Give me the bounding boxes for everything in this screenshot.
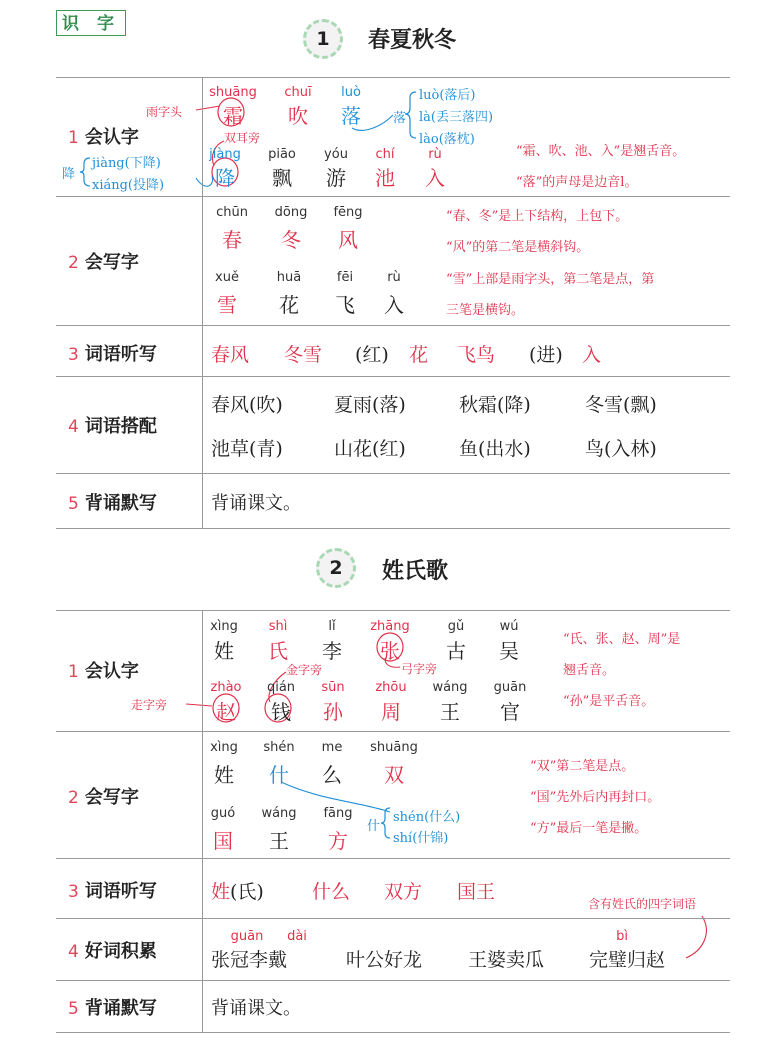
character: 氏 <box>268 639 288 663</box>
character: 冬 <box>281 228 301 252</box>
table2-line <box>56 858 730 859</box>
pinyin: wáng <box>261 806 297 821</box>
pinyin: shuāng <box>209 85 257 100</box>
character: 入 <box>425 166 445 190</box>
polyphone-jiang-1: jiàng(下降) <box>92 156 161 171</box>
pinyin: shén <box>263 740 295 755</box>
pinyin: rù <box>428 147 442 162</box>
table1-top-line <box>56 77 730 78</box>
pinyin: me <box>321 740 343 755</box>
polyphone-luo-2: là(丢三落四) <box>419 110 494 125</box>
character: 国 <box>213 829 233 853</box>
brace-luo <box>405 92 416 138</box>
lesson-number-2: 2 <box>316 548 356 588</box>
lesson-title-1: 春夏秋冬 <box>368 28 457 53</box>
character: 赵 <box>216 700 236 724</box>
pinyin: zhāng <box>370 619 410 634</box>
annotation-shuangerpang: 双耳旁 <box>224 131 261 145</box>
table1-line <box>56 376 730 377</box>
note: 翘舌音。 <box>563 663 616 678</box>
character: 春 <box>222 228 242 252</box>
lesson-title-2: 姓氏歌 <box>382 559 449 584</box>
table2-line <box>56 980 730 981</box>
l2-row-label: 4 好词积累 <box>68 941 157 962</box>
annotation-yuzitou: 雨字头 <box>146 105 183 119</box>
character: 入 <box>384 293 404 317</box>
pinyin: shì <box>268 619 288 634</box>
note: “孙”是平舌音。 <box>563 694 655 709</box>
l1-row-label: 2 会写字 <box>68 252 139 273</box>
character: 钱 <box>271 700 291 724</box>
dictation-word: 花 <box>409 344 429 366</box>
note: “霜、吹、池、入”是翘舌音。 <box>516 144 686 159</box>
l2-row-label: 1 会认字 <box>68 661 139 682</box>
character: 李 <box>322 639 342 663</box>
dictation-word: 入 <box>582 344 602 366</box>
collocation: 春风(吹) <box>211 394 283 416</box>
annotation-zouzipang: 走字旁 <box>131 698 168 712</box>
note: “春、冬”是上下结构，上包下。 <box>446 209 629 224</box>
character: 王 <box>269 829 289 853</box>
table2-top-line <box>56 610 730 611</box>
polyphone-luo-char: 落 <box>393 111 407 126</box>
character: 风 <box>338 228 358 252</box>
dictation-word: (红) <box>355 344 389 366</box>
l2-row-label: 5 背诵默写 <box>68 998 157 1019</box>
pinyin: gǔ <box>447 619 465 634</box>
table1-line <box>56 196 730 197</box>
character: 张 <box>380 639 400 663</box>
table2-divider <box>202 610 203 1032</box>
dictation-word: 国王 <box>457 881 496 903</box>
character: 吹 <box>288 104 308 128</box>
pinyin: zhōu <box>375 680 407 695</box>
l2-row-label: 3 词语听写 <box>68 881 157 902</box>
table2-bottom-line <box>56 1032 730 1033</box>
character: 花 <box>279 293 299 317</box>
pinyin: xuě <box>215 270 239 285</box>
character: 游 <box>326 166 346 190</box>
note: “雪”上部是雨字头，第二笔是点，第 <box>446 272 655 287</box>
pinyin: xìng <box>210 740 238 755</box>
l2-row-label: 2 会写字 <box>68 787 139 808</box>
brace-shen <box>381 808 390 838</box>
character: 姓 <box>214 639 234 663</box>
character: 雪 <box>217 293 237 317</box>
character: 飘 <box>272 166 292 190</box>
collocation: 鱼(出水) <box>459 438 531 460</box>
pinyin: wú <box>499 619 519 634</box>
dictation-word: 春风 <box>211 344 250 366</box>
character: 王 <box>440 700 460 724</box>
character: 霜 <box>223 104 243 128</box>
polyphone-shen-2: shí(什锦) <box>393 831 449 846</box>
pinyin: fēi <box>336 270 354 285</box>
pinyin: jiàng <box>209 147 241 162</box>
pinyin: shuāng <box>370 740 418 755</box>
brace-jiang <box>80 158 90 186</box>
recite-text: 背诵课文。 <box>211 493 301 514</box>
pinyin: guó <box>210 806 236 821</box>
l1-row-label: 1 会认字 <box>68 127 139 148</box>
pinyin: dài <box>287 929 307 944</box>
pinyin: fāng <box>323 806 353 821</box>
pinyin: xìng <box>210 619 238 634</box>
collocation: 山花(红) <box>334 438 406 460</box>
character: 古 <box>446 639 466 663</box>
character: 么 <box>322 763 342 787</box>
pinyin: huā <box>276 270 302 285</box>
note: 三笔是横钩。 <box>446 303 525 318</box>
l1-row-label: 4 词语搭配 <box>68 416 157 437</box>
good-word: 完璧归赵 <box>589 949 666 971</box>
polyphone-shen-char: 什 <box>367 819 381 834</box>
l1-row-label: 3 词语听写 <box>68 344 157 365</box>
character: 周 <box>381 700 401 724</box>
pinyin: piāo <box>268 147 296 162</box>
annotation-jinzipang: 金字旁 <box>286 663 323 677</box>
character: 姓 <box>214 763 234 787</box>
polyphone-luo-1: luò(落后) <box>419 88 476 103</box>
character: 降 <box>215 166 235 190</box>
annotation-gongzipang: 弓字旁 <box>401 662 438 676</box>
pinyin: wáng <box>432 680 468 695</box>
good-word: 叶公好龙 <box>346 949 423 971</box>
dictation-word: 冬雪 <box>284 344 323 366</box>
dictation-word: 飞鸟 <box>457 344 496 366</box>
polyphone-luo-3: lào(落枕) <box>419 132 475 147</box>
character: 什 <box>269 763 289 787</box>
pinyin: chí <box>375 147 395 162</box>
character: 落 <box>341 104 361 128</box>
note: “氏、张、赵、周”是 <box>563 632 681 647</box>
note: “落”的声母是边音l。 <box>516 175 638 190</box>
dictation-word: (进) <box>529 344 563 366</box>
arrow-idiom <box>686 916 706 958</box>
good-word: 张冠李戴 <box>211 949 288 971</box>
collocation: 池草(青) <box>211 438 283 460</box>
character: 孙 <box>323 700 343 724</box>
table1-line <box>56 473 730 474</box>
collocation: 冬雪(飘) <box>585 394 657 416</box>
section-tag: 识 字 <box>56 10 126 36</box>
character: 飞 <box>335 293 355 317</box>
polyphone-jiang-char: 降 <box>62 167 76 182</box>
note: “双”第二笔是点。 <box>530 759 635 774</box>
pinyin: sūn <box>321 680 345 695</box>
note: “方”最后一笔是撇。 <box>530 821 648 836</box>
collocation: 鸟(入林) <box>585 438 657 460</box>
pinyin: rù <box>387 270 401 285</box>
recite-text: 背诵课文。 <box>211 998 301 1019</box>
note: “风”的第二笔是横斜钩。 <box>446 240 590 255</box>
dictation-word: 姓 <box>211 881 231 903</box>
pinyin: qián <box>266 680 296 695</box>
note: “国”先外后内再封口。 <box>530 790 661 805</box>
pinyin: fēng <box>333 205 363 220</box>
pinyin: bì <box>616 929 628 944</box>
pinyin: zhào <box>210 680 242 695</box>
pinyin: chūn <box>216 205 248 220</box>
table2-line <box>56 918 730 919</box>
pinyin: luò <box>341 85 361 100</box>
table1-line <box>56 325 730 326</box>
lesson-number-1: 1 <box>303 19 343 59</box>
dictation-word: (氏) <box>230 881 264 903</box>
character: 池 <box>375 166 395 190</box>
collocation: 夏雨(落) <box>334 394 406 416</box>
dictation-word: 什么 <box>312 881 351 903</box>
pinyin: dōng <box>274 205 308 220</box>
pinyin: chuī <box>284 85 312 100</box>
pinyin: guān <box>493 680 527 695</box>
character: 双 <box>384 763 404 787</box>
pinyin: lǐ <box>328 619 336 634</box>
table1-bottom-line <box>56 528 730 529</box>
character: 官 <box>500 700 520 724</box>
character: 吴 <box>499 639 519 663</box>
character: 方 <box>328 829 348 853</box>
pinyin: yóu <box>324 147 348 162</box>
l1-row-label: 5 背诵默写 <box>68 493 157 514</box>
polyphone-jiang-2: xiáng(投降) <box>92 178 165 193</box>
annotation-idiom: 含有姓氏的四字词语 <box>588 897 697 911</box>
table2-line <box>56 731 730 732</box>
pinyin: guān <box>230 929 264 944</box>
polyphone-shen-1: shén(什么) <box>393 810 461 825</box>
good-word: 王婆卖瓜 <box>468 949 545 971</box>
collocation: 秋霜(降) <box>459 394 531 416</box>
dictation-word: 双方 <box>384 881 423 903</box>
